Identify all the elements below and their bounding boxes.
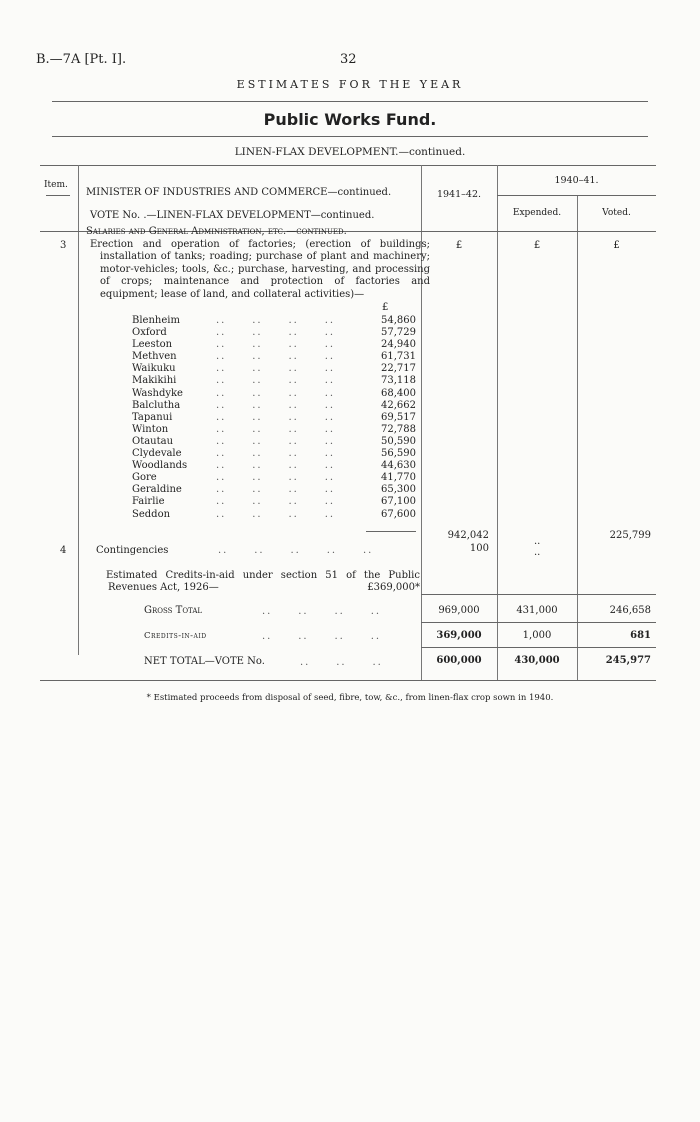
factory-name: Tapanui [132, 411, 173, 423]
leader-dots: .. .. .. .. [216, 339, 336, 351]
rule [421, 647, 656, 648]
factory-name: Woodlands [132, 460, 188, 472]
factory-amount: 67,100 [381, 496, 416, 508]
credits-in-aid-1941: 369,000 [436, 630, 482, 641]
factory-row [132, 509, 416, 521]
factory-amount: 72,788 [381, 423, 416, 435]
factory-amount: 42,662 [381, 399, 416, 411]
factory-row [132, 412, 416, 424]
leader-dots: .. .. .. .. [216, 460, 336, 472]
leader-dots: .. .. .. .. [216, 472, 336, 484]
factory-row [132, 388, 416, 400]
leader-dots: .. .. .. .. [216, 411, 336, 423]
factory-list [132, 315, 416, 521]
factory-name: Clydevale [132, 448, 182, 460]
factory-name: Seddon [132, 508, 171, 520]
factory-row [132, 315, 416, 327]
factory-name: Leeston [132, 339, 173, 351]
factory-row [132, 363, 416, 375]
credits-in-aid-voted: 681 [630, 630, 651, 641]
factory-name: Otautau [132, 435, 174, 447]
factory-name: Methven [132, 351, 177, 363]
column-rule [78, 165, 79, 655]
pound-sign: £ [613, 240, 620, 251]
factory-name: Balclutha [132, 399, 181, 411]
rule [52, 136, 648, 137]
factory-row [132, 400, 416, 412]
factory-amount: 50,590 [381, 435, 416, 447]
header-rule [497, 195, 656, 196]
credits-in-aid-amount: £369,000* [367, 582, 420, 593]
leader-dots: .. .. .. .. [216, 496, 336, 508]
leader-dots: .. .. .. .. [216, 435, 336, 447]
credits-in-aid-note: Estimated Credits-in-aid under section 51 of the Public Revenues Act, 1926— [106, 570, 420, 594]
section-heading: Salaries and General Administration, etc.—continued. [86, 226, 347, 237]
rule [52, 101, 648, 102]
subtotal-rule [366, 531, 416, 532]
factory-name: Geraldine [132, 484, 182, 496]
footnote: * Estimated proceeds from disposal of seed, fibre, tow, &c., from linen-flax crop sown in 1940. [146, 693, 554, 703]
factory-amount: 41,770 [381, 472, 416, 484]
net-total-expended: 430,000 [514, 655, 560, 666]
expended-header: Expended. [512, 208, 562, 218]
factory-amount: 24,940 [381, 339, 416, 351]
voted-header: Voted. [602, 208, 631, 218]
gross-total-1941: 969,000 [438, 605, 480, 616]
factory-row [132, 484, 416, 496]
leader-dots: .. .. .. .. [216, 363, 336, 375]
factory-row [132, 496, 416, 508]
rule [421, 594, 656, 595]
leader-dots: .. .. .. .. [216, 315, 336, 326]
leader-dots: .. .. .. .. [216, 508, 336, 520]
factory-amount: 67,600 [381, 508, 416, 520]
vote-heading: VOTE No. .—LINEN-FLAX DEVELOPMENT—continued. [90, 210, 375, 221]
factory-name: Washdyke [132, 387, 183, 399]
factory-name: Fairlie [132, 496, 165, 508]
section-subtitle: LINEN-FLAX DEVELOPMENT.—continued. [234, 146, 466, 158]
leader-dots: .. .. .. .. .. [218, 545, 374, 556]
factory-amount: 54,860 [381, 315, 416, 326]
factory-row [132, 460, 416, 472]
rule [421, 622, 656, 623]
table-bottom-rule [40, 680, 656, 681]
factory-row [132, 448, 416, 460]
factory-amount: 56,590 [381, 448, 416, 460]
fund-title: Public Works Fund. [263, 110, 437, 129]
leader-dots: .. .. .. .. [262, 631, 382, 642]
factory-amount: 69,517 [381, 411, 416, 423]
factory-row [132, 424, 416, 436]
net-total-voted: 245,977 [605, 655, 651, 666]
net-total-label: NET TOTAL—VOTE No. [144, 656, 265, 667]
factory-name: Blenheim [132, 315, 180, 326]
item-number: 4 [60, 545, 67, 556]
credits-in-aid-label: Credits-in-aid [144, 631, 207, 641]
factory-row [132, 327, 416, 339]
table-top-rule [40, 165, 656, 166]
item3-expended: .. [534, 536, 541, 547]
page-number: 32 [340, 52, 357, 67]
factory-name: Oxford [132, 327, 167, 339]
item-column-header: Item. [44, 180, 68, 190]
leader-dots: .. .. .. .. [216, 375, 336, 387]
factory-amount: 73,118 [381, 375, 416, 387]
factory-row [132, 472, 416, 484]
leader-dots: .. .. .. .. [262, 606, 382, 617]
pound-sign: £ [455, 240, 463, 251]
factory-name: Waikuku [132, 363, 176, 375]
estimates-heading: ESTIMATES FOR THE YEAR [236, 78, 464, 91]
leader-dots: .. .. .. .. [216, 387, 336, 399]
leader-dots: .. .. .. .. [216, 423, 336, 435]
leader-dots: .. .. .. [300, 657, 383, 668]
contingencies-label: Contingencies [96, 545, 169, 556]
item-description: Erection and operation of factories; (erection of buildings; installation of tanks; roading; purchase of plant and machinery; motor-vehicles; tools, &c.; purchase, harvesting, and processing of crops; maintenance and protection of factories and equipment; lease of land, and collateral activities)— [90, 239, 430, 300]
factory-row [132, 351, 416, 363]
net-total-1941: 600,000 [436, 655, 482, 666]
gross-total-voted: 246,658 [609, 605, 651, 616]
factory-name: Gore [132, 472, 157, 484]
leader-dots: .. .. .. .. [216, 327, 336, 339]
leader-dots: .. .. .. .. [216, 484, 336, 496]
contingencies-amount: 100 [469, 543, 489, 554]
pound-sign: £ [382, 302, 389, 313]
contingencies-expended: .. [534, 547, 541, 558]
factory-amount: 68,400 [381, 387, 416, 399]
gross-total-label: Gross Total [144, 605, 203, 616]
item3-voted: 225,799 [609, 530, 651, 541]
factory-amount: 61,731 [381, 351, 416, 363]
factory-amount: 44,630 [381, 460, 416, 472]
factory-amount: 57,729 [381, 327, 416, 339]
item-number: 3 [60, 240, 67, 251]
item3-total: 942,042 [447, 530, 489, 541]
leader-dots: .. .. .. .. [216, 351, 336, 363]
document-reference: B.—7A [Pt. I]. [36, 52, 127, 67]
factory-row [132, 375, 416, 387]
factory-row [132, 436, 416, 448]
leader-dots: .. .. .. .. [216, 399, 336, 411]
factory-name: Makikihi [132, 375, 177, 387]
ministry-heading: MINISTER OF INDUSTRIES AND COMMERCE—continued. [86, 187, 392, 198]
pound-sign: £ [533, 240, 541, 251]
factory-amount: 65,300 [381, 484, 416, 496]
column-1940-header: 1940–41. [554, 175, 599, 186]
factory-amount: 22,717 [381, 363, 416, 375]
factory-name: Winton [132, 423, 169, 435]
credits-in-aid-expended: 1,000 [522, 630, 552, 641]
gross-total-expended: 431,000 [516, 605, 558, 616]
item-rule [46, 195, 70, 196]
leader-dots: .. .. .. .. [216, 448, 336, 460]
factory-row [132, 339, 416, 351]
column-1941-header: 1941–42. [436, 189, 482, 200]
